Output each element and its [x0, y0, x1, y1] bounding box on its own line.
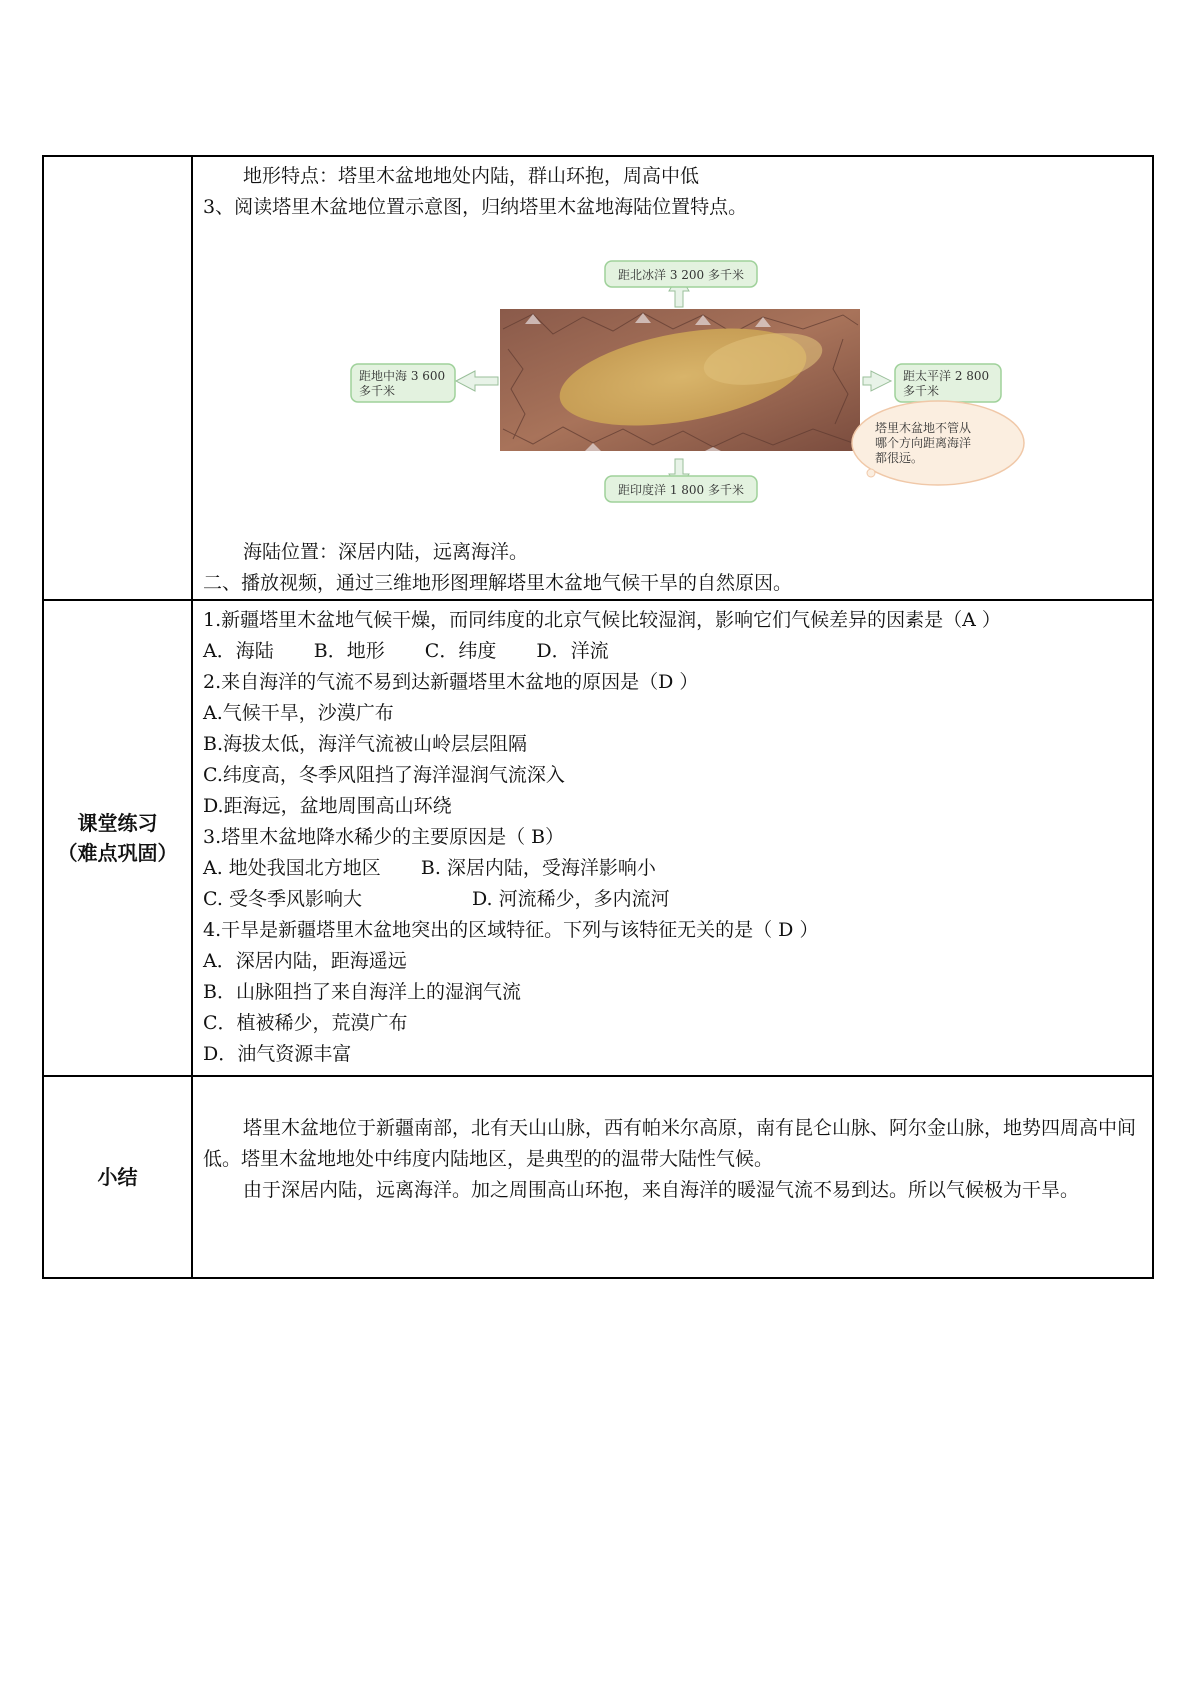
- question-1-options: [203, 636, 1142, 667]
- option-text: A.气候干旱，沙漠广布: [203, 702, 394, 724]
- option-text: C.纬度高，冬季风阻挡了海洋湿润气流深入: [203, 764, 565, 786]
- option-text: C．植被稀少，荒漠广布: [203, 1012, 408, 1034]
- land-sea-position-text: 海陆位置：深居内陆，远离海洋。: [243, 541, 529, 563]
- question-1: 1.新疆塔里木盆地气候干燥，而同纬度的北京气候比较湿润，影响它们气候差异的因素是（A ）: [203, 609, 1001, 631]
- practice-subtitle: （难点巩固）: [57, 841, 178, 865]
- row-label-summary: [43, 1076, 192, 1278]
- question-3-options-ab: [203, 853, 1142, 884]
- table-row: [43, 156, 1153, 600]
- option-text: B．地形: [313, 640, 385, 662]
- row-label-empty: [43, 156, 192, 600]
- option-text: D. 河流稀少，多内流河: [472, 888, 670, 910]
- summary-paragraph-1: 塔里木盆地位于新疆南部，北有天山山脉，西有帕米尔高原，南有昆仑山脉、阿尔金山脉，地势四周高中间低。塔里木盆地地处中纬度内陆地区，是典型的的温带大陆性气候。: [203, 1117, 1137, 1170]
- option-text: B.海拔太低，海洋气流被山岭层层阻隔: [203, 733, 528, 755]
- instruction-text: 3、阅读塔里木盆地位置示意图，归纳塔里木盆地海陆位置特点。: [203, 196, 748, 218]
- west-distance-label-1: 距地中海 3 600: [359, 369, 446, 383]
- content-cell: [192, 600, 1153, 1076]
- question-2: 2.来自海洋的气流不易到达新疆塔里木盆地的原因是（D ）: [203, 671, 699, 693]
- option-text: D．洋流: [536, 640, 609, 662]
- option-text: D.距海远，盆地周围高山环绕: [203, 795, 452, 817]
- content-cell: [192, 156, 1153, 600]
- east-distance-label-1: 距太平洋 2 800: [903, 369, 990, 383]
- question-3: 3.塔里木盆地降水稀少的主要原因是（ B）: [203, 826, 565, 848]
- table-row: [43, 600, 1153, 1076]
- option-text: C. 受冬季风影响大: [203, 888, 362, 910]
- row-label-practice: [43, 600, 192, 1076]
- west-distance-label-2: 多千米: [359, 384, 396, 398]
- option-text: A．深居内陆，距海遥远: [203, 950, 407, 972]
- note-text-2: 哪个方向距离海洋: [875, 436, 972, 450]
- west-arrow: [456, 371, 498, 391]
- south-distance-label: 距印度洋 1 800 多千米: [618, 483, 744, 497]
- east-arrow: [863, 371, 891, 391]
- option-text: A. 地处我国北方地区: [203, 857, 381, 879]
- option-text: B．山脉阻挡了来自海洋上的湿润气流: [203, 981, 521, 1003]
- summary-title: 小结: [97, 1165, 138, 1189]
- lesson-table: [42, 155, 1154, 1279]
- note-text-3: 都很远。: [875, 451, 924, 465]
- north-distance-label: 距北冰洋 3 200 多千米: [618, 268, 744, 282]
- question-4: 4.干旱是新疆塔里木盆地突出的区域特征。下列与该特征无关的是（ D ）: [203, 919, 819, 941]
- video-instruction-text: 二、播放视频，通过三维地形图理解塔里木盆地气候干旱的自然原因。: [203, 572, 793, 594]
- content-cell: [192, 1076, 1153, 1278]
- note-text-1: 塔里木盆地不管从: [875, 421, 972, 435]
- summary-paragraph-2: 由于深居内陆，远离海洋。加之周围高山环抱，来自海洋的暖湿气流不易到达。所以气候极为干旱。: [243, 1179, 1080, 1201]
- terrain-feature-text: 地形特点：塔里木盆地地处内陆，群山环抱，周高中低: [243, 165, 700, 187]
- practice-title: 课堂练习: [77, 811, 158, 835]
- option-text: A．海陆: [203, 640, 274, 662]
- question-3-options-cd: [203, 884, 1142, 915]
- option-text: D．油气资源丰富: [203, 1043, 352, 1065]
- option-text: B. 深居内陆，受海洋影响小: [420, 857, 656, 879]
- tarim-basin-map-figure: [203, 229, 1142, 529]
- table-row: [43, 1076, 1153, 1278]
- tarim-basin-map: [203, 229, 1191, 529]
- option-text: C．纬度: [424, 640, 497, 662]
- east-distance-label-2: 多千米: [903, 384, 940, 398]
